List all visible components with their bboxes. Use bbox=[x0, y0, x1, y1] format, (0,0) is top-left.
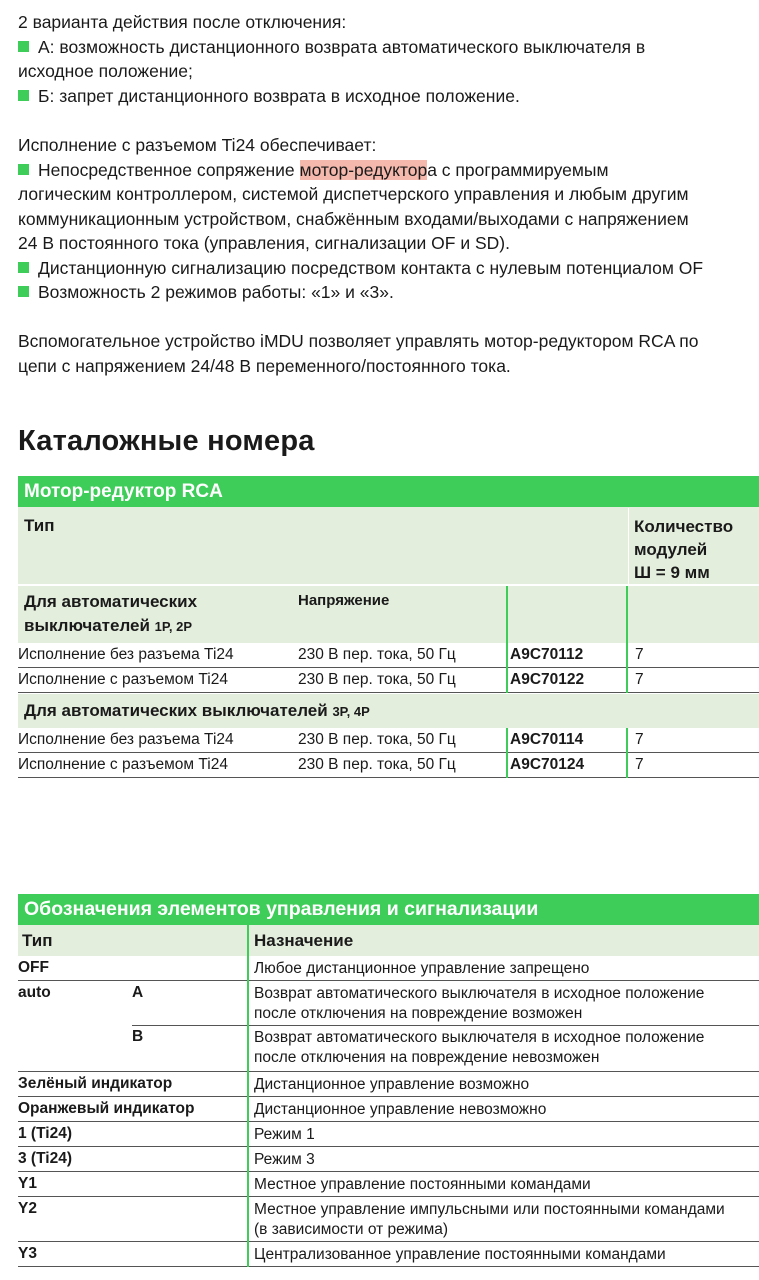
catalog-title: Каталожные номера bbox=[18, 425, 315, 457]
imdu-paragraph bbox=[18, 329, 759, 378]
catalog-table bbox=[18, 476, 759, 778]
ti24-bullet-3: Возможность 2 режимов работы: «1» и «3». bbox=[18, 280, 759, 305]
catalog-ref: A9C70122 bbox=[510, 671, 585, 688]
catalog-ref: A9C70114 bbox=[510, 731, 584, 748]
controls-table-title-bar: Обозначения элементов управления и сигнализации bbox=[18, 894, 759, 925]
column-header-type: Тип bbox=[24, 516, 55, 535]
column-header-voltage: Напряжение bbox=[298, 592, 390, 609]
bullet-item-a-cont: исходное положение; bbox=[18, 61, 193, 81]
catalog-ref: A9C70124 bbox=[510, 756, 585, 773]
catalog-table-header bbox=[18, 507, 759, 584]
ti24-heading: Исполнение с разъемом Ti24 обеспечивает: bbox=[18, 135, 377, 155]
group-label: Для автоматических выключателей 1P, 2P bbox=[24, 592, 198, 635]
table-row: B Возврат автоматического выключателя в исходное положение после отключения на повреждение невозможен bbox=[18, 1025, 759, 1072]
controls-table bbox=[18, 894, 759, 1267]
table-row: 1 (Ti24) Режим 1 bbox=[18, 1122, 759, 1147]
bullet-item-b: Б: запрет дистанционного возврата в исходное положение. bbox=[18, 84, 759, 109]
table-row: Исполнение с разъемом Ti24 230 В пер. тока, 50 Гц A9C70124 7 bbox=[18, 753, 759, 778]
ref-column-cell bbox=[506, 586, 628, 643]
ti24-paragraph bbox=[18, 133, 759, 305]
bullet-square-icon bbox=[18, 262, 29, 273]
bullet-square-icon bbox=[18, 286, 29, 297]
highlighted-term: мотор-редуктор bbox=[299, 159, 428, 180]
table-row: Зелёный индикатор Дистанционное управление возможно bbox=[18, 1072, 759, 1097]
catalog-ref: A9C70112 bbox=[510, 646, 584, 663]
table-row: OFF Любое дистанционное управление запрещено bbox=[18, 956, 759, 981]
table-row: Исполнение без разъема Ti24 230 В пер. тока, 50 Гц A9C70114 7 bbox=[18, 728, 759, 753]
ti24-bullet-1-line4: 24 В постоянного тока (управления, сигнализации OF и SD). bbox=[18, 233, 510, 253]
table-row: 3 (Ti24) Режим 3 bbox=[18, 1147, 759, 1172]
ti24-bullet-1: Непосредственное сопряжение мотор-редуктора с программируемым bbox=[18, 158, 759, 183]
group-header-3p-4p: Для автоматических выключателей 3P, 4P bbox=[18, 693, 759, 728]
table-row: Y2 Местное управление импульсными или постоянными командами (в зависимости от режима) bbox=[18, 1197, 759, 1242]
bullet-square-icon bbox=[18, 164, 29, 175]
table-row: Y3 Централизованное управление постоянными командами bbox=[18, 1242, 759, 1267]
bullet-square-icon bbox=[18, 90, 29, 101]
bullet-square-icon bbox=[18, 41, 29, 52]
trip-behavior-heading: 2 варианта действия после отключения: bbox=[18, 12, 347, 32]
column-header-type: Тип bbox=[22, 931, 53, 950]
bullet-item-a: А: возможность дистанционного возврата автоматического выключателя в bbox=[18, 35, 759, 60]
group-header-1p-2p bbox=[18, 584, 759, 643]
controls-table-header bbox=[18, 925, 759, 956]
catalog-table-title-bar: Мотор-редуктор RCA bbox=[18, 476, 759, 507]
column-header-quantity: Количество модулей Ш = 9 мм bbox=[628, 508, 759, 584]
table-row: Исполнение без разъема Ti24 230 В пер. тока, 50 Гц A9C70112 7 bbox=[18, 643, 759, 668]
column-header-purpose: Назначение bbox=[254, 931, 354, 950]
imdu-line-2: цепи с напряжением 24/48 В переменного/постоянного тока. bbox=[18, 355, 511, 376]
table-row: Оранжевый индикатор Дистанционное управление невозможно bbox=[18, 1097, 759, 1122]
table-row: Исполнение с разъемом Ti24 230 В пер. тока, 50 Гц A9C70122 7 bbox=[18, 668, 759, 693]
ti24-bullet-1-line2: логическим контроллером, системой диспетчерского управления и любым другим bbox=[18, 184, 689, 204]
table-row: Y1 Местное управление постоянными командами bbox=[18, 1172, 759, 1197]
ti24-bullet-1-line3: коммуникационным устройством, снабжённым входами/выходами с напряжением bbox=[18, 208, 689, 229]
ti24-bullet-2: Дистанционную сигнализацию посредством контакта с нулевым потенциалом OF bbox=[18, 256, 759, 281]
imdu-line-1: Вспомогательное устройство iMDU позволяет управлять мотор-редуктором RCA по bbox=[18, 331, 699, 351]
trip-behavior-paragraph bbox=[18, 10, 759, 108]
table-row: auto A Возврат автоматического выключателя в исходное положение после отключения на повреждение возможен bbox=[18, 981, 759, 1025]
